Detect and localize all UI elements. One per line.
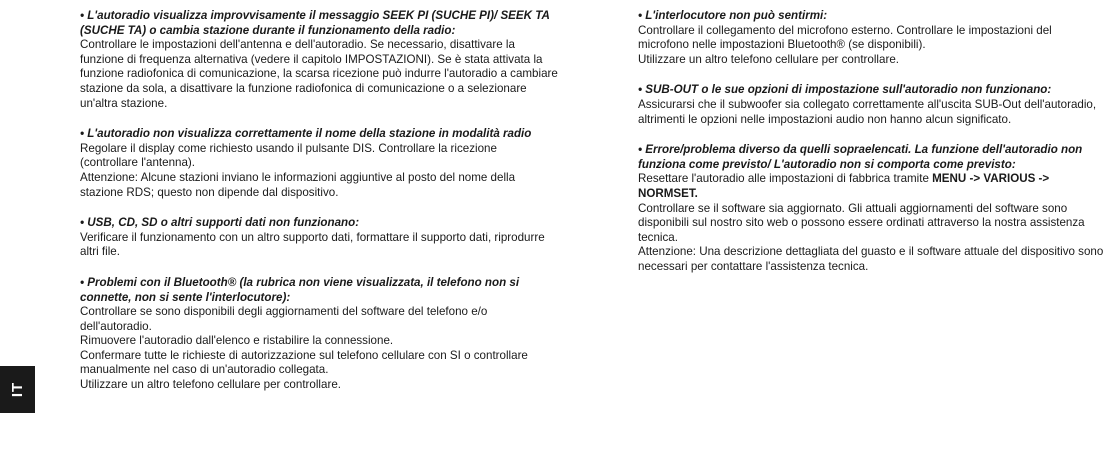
section-paragraph: Verificare il funzionamento con un altro supporto dati, formattare il supporto dati, riprodurre altri file.: [80, 230, 545, 259]
section-seek-pi: [80, 9, 558, 111]
section-bluetooth: [80, 276, 558, 393]
section-other-errors: [638, 143, 1104, 274]
section-heading: • L'autoradio non visualizza correttamente il nome della stazione in modalità radio: [80, 127, 532, 141]
section-heading: • USB, CD, SD o altri supporti dati non funzionano:: [80, 216, 360, 230]
section-interlocutor: [638, 9, 1104, 67]
section-heading: • L'interlocutore non può sentirmi:: [638, 9, 828, 22]
reset-menu-path: MENU -> VARIOUS -> NORMSET.: [638, 172, 1050, 200]
section-paragraph: Controllare se sono disponibili degli aggiornamenti del software del telefono e/o dell'autoradio.: [80, 305, 488, 333]
section-paragraph: Rimuovere l'autoradio dall'elenco e ristabilire la connessione.: [80, 334, 394, 348]
section-heading: • Errore/problema diverso da quelli sopraelencati. La funzione dell'autoradio non funziona come previsto/ L'autoradio non si comporta come previsto:: [638, 143, 1083, 171]
section-heading: • Problemi con il Bluetooth® (la rubrica non viene visualizzata, il telefono non si connette, non si sente l'interlocutore):: [80, 275, 520, 304]
reset-paragraph: [638, 172, 1104, 201]
section-station-name: [80, 127, 558, 200]
section-heading: • SUB-OUT o le sue opzioni di impostazione sull'autoradio non funzionano:: [638, 83, 1052, 97]
section-paragraph: Utilizzare un altro telefono cellulare per controllare.: [80, 378, 341, 392]
section-paragraph: Confermare tutte le richieste di autorizzazione sul telefono cellulare con SI o controllare manualmente nel caso di un'autoradio collegata.: [80, 348, 528, 377]
section-paragraph: Controllare il collegamento del microfono esterno. Controllare le impostazioni del microfono nelle impostazioni Bluetooth® (se disponibili).: [638, 23, 1052, 52]
section-paragraph: Regolare il display come richiesto usando il pulsante DIS. Controllare la ricezione (controllare l'antenna).: [80, 141, 497, 170]
section-sub-out: [638, 83, 1104, 127]
language-tab-label: IT: [9, 381, 26, 398]
left-column: [80, 9, 558, 409]
section-heading: • L'autoradio visualizza improvvisamente il messaggio SEEK PI (SUCHE PI)/ SEEK TA (SUCHE TA) o cambia stazione durante il funzionamento della radio:: [80, 9, 550, 37]
section-paragraph: Attenzione: Una descrizione dettagliata del guasto e il software attuale del dispositivo sono necessari per contattare l'assistenza tecnica.: [638, 245, 1104, 273]
section-paragraph: Controllare se il software sia aggiornato. Gli attuali aggiornamenti del software sono disponibili sul nostro sito web o possono essere ordinati attraverso la nostra assistenza tecnica.: [638, 201, 1085, 244]
section-paragraph: Controllare le impostazioni dell'antenna e dell'autoradio. Se necessario, disattivare la funzione di frequenza alternativa (vedere il capitolo IMPOSTAZIONI). Se è stata attivata la funzione radiofonica di comunicazione, la scarsa ricezione può indurre l'autoradio a cambiare stazione da sola, a disattivare la funzione radiofonica di comunicazione o a selezionare un'altra stazione.: [80, 38, 558, 110]
reset-text: Resettare l'autoradio alle impostazioni di fabbrica tramite: [638, 172, 933, 186]
right-column: [638, 9, 1104, 291]
language-tab: [0, 366, 35, 413]
section-paragraph: Attenzione: Alcune stazioni inviano le informazioni aggiuntive al posto del nome della stazione RDS; questo non dipende dal dispositivo.: [80, 170, 516, 199]
section-usb-cd-sd: [80, 216, 558, 260]
section-paragraph: Utilizzare un altro telefono cellulare per controllare.: [638, 52, 899, 66]
section-paragraph: Assicurarsi che il subwoofer sia collegato correttamente all'uscita SUB-Out dell'autoradio, altrimenti le opzioni nelle impostazioni audio non hanno alcun significato.: [638, 97, 1097, 126]
